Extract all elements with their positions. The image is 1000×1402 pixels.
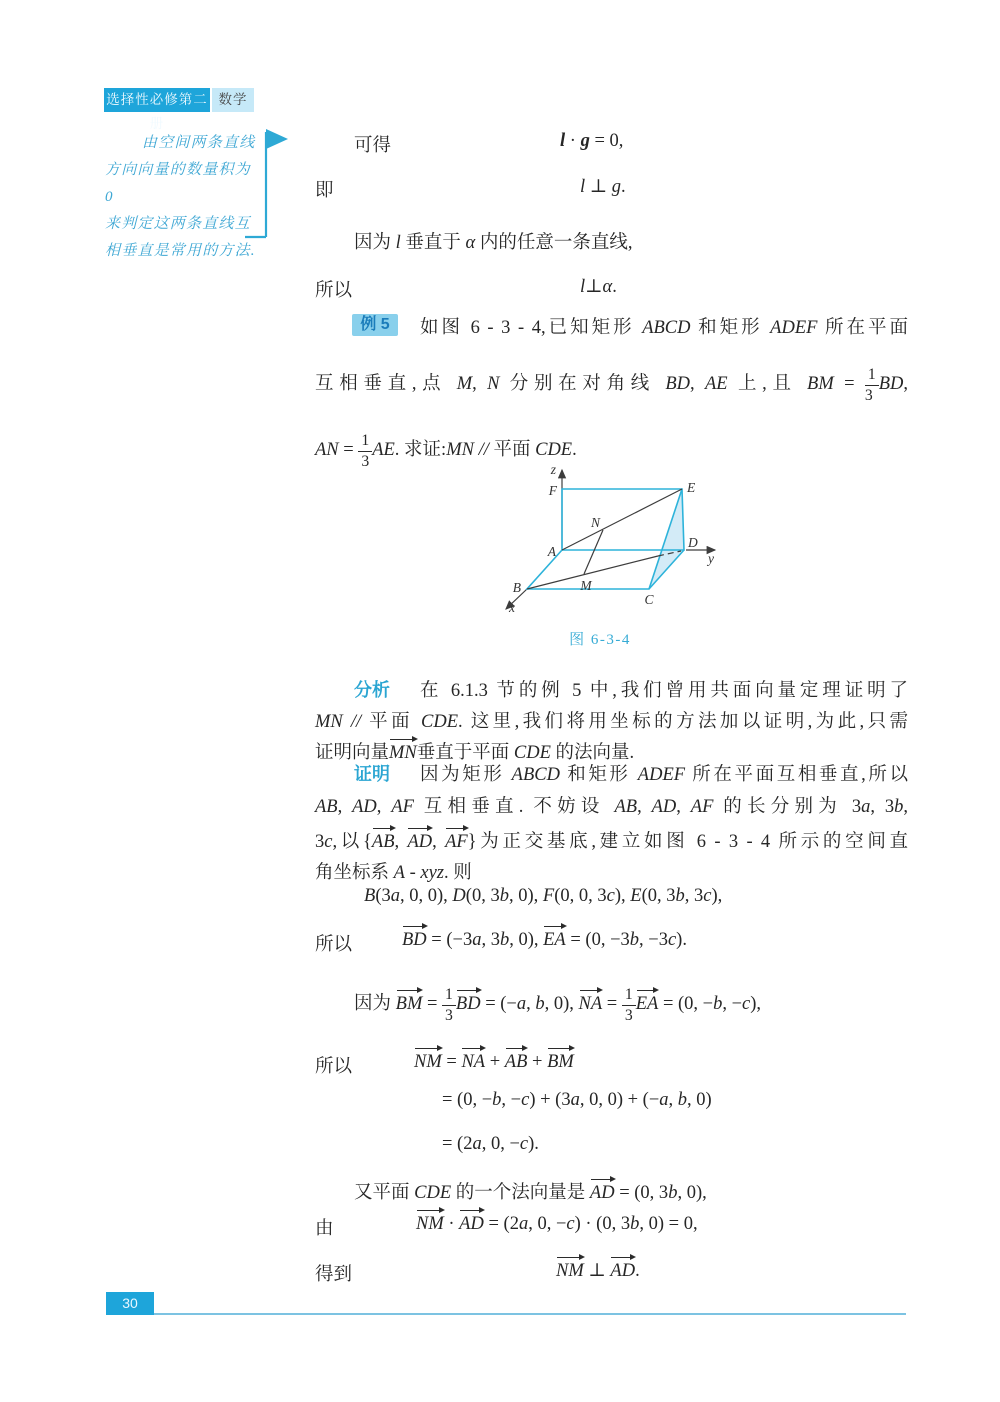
formula-l-perp-g: l ⊥ g. — [580, 177, 626, 197]
margin-note-line: 相垂直是常用的方法. — [105, 243, 256, 259]
analysis-line1: 在 6.1.3 节的例 5 中,我们曾用共面向量定理证明了 — [420, 681, 908, 701]
row-label: 所以 — [315, 281, 353, 301]
label-c: C — [644, 592, 654, 607]
formula-bd-ea: BD = (−3a, 3b, 0), EA = (0, −3b, −3c). — [402, 930, 687, 950]
normal-vector-line: 又平面 CDE 的一个法向量是 AD = (0, 3b, 0), — [354, 1183, 707, 1203]
row-label: 可得 — [354, 136, 392, 156]
label-z: z — [550, 462, 556, 477]
header-subject-badge: 数学 — [212, 88, 254, 112]
label-m: M — [580, 578, 592, 593]
label-x: x — [509, 600, 515, 615]
example5-line2: 互相垂直,点 M, N 分别在对角线 BD, AE 上,且 BM = $\frac{1}{3}$ BD, — [315, 366, 909, 405]
deduction-row-kede — [0, 131, 1000, 157]
deduction-row-suoyi — [0, 276, 1000, 302]
row-label: 所以 — [315, 935, 353, 955]
proof-row-suoyi-2 — [0, 1052, 1000, 1078]
example5-badge: 例 5 — [352, 314, 398, 336]
formula-nm-sum: NM = NA + AB + BM — [414, 1052, 574, 1072]
proof-line3: 3c,以{AB, AD, AF}为正交基底,建立如图 6 - 3 - 4 所示的空间直 — [315, 832, 909, 852]
label-f: F — [548, 483, 557, 498]
analysis-line2: MN // 平面 CDE. 这里,我们将用坐标的方法加以证明,为此,只需 — [315, 712, 908, 732]
label-a: A — [547, 544, 556, 559]
segment-mn — [584, 530, 603, 574]
label-y: y — [708, 551, 714, 566]
coords-line: B(3a, 0, 0), D(0, 3b, 0), F(0, 0, 3c), E(0, 3b, 3c), — [364, 886, 723, 906]
label-b: B — [512, 580, 521, 595]
deduction-row-ji — [0, 176, 1000, 202]
margin-note-line: 来判定这两条直线互 — [105, 216, 251, 232]
proof-line2: AB, AD, AF 互相垂直. 不妨设 AB, AD, AF 的长分别为 3a, 3b, — [315, 797, 909, 817]
row-label: 得到 — [315, 1265, 353, 1285]
formula-l-perp-alpha: l⊥α. — [580, 277, 617, 297]
formula-sum-expanded: = (0, −b, −c) + (3a, 0, 0) + (−a, b, 0) — [442, 1090, 712, 1110]
formula-l-dot-g: l · g = 0, — [560, 131, 624, 151]
proof-row-you — [0, 1214, 1000, 1240]
proof-row-dedao — [0, 1260, 1000, 1286]
analysis-label: 分析 — [354, 680, 390, 700]
formula-perpendicular: NM ⊥ AD. — [556, 1261, 640, 1281]
row-label: 即 — [315, 181, 334, 201]
row-label: 所以 — [315, 1057, 353, 1077]
analysis-line3: 证明向量MN垂直于平面 CDE 的法向量. — [315, 743, 635, 763]
figure-6-3-4 — [470, 450, 730, 625]
example5-line3: AN = $\frac{1}{3}$ AE. 求证:MN // 平面 CDE. — [315, 432, 577, 471]
diagonal-ae — [562, 489, 682, 550]
proof-label: 证明 — [354, 764, 390, 784]
footer-rule — [154, 1313, 906, 1315]
label-e: E — [687, 480, 696, 495]
label-n: N — [590, 515, 600, 530]
row-label: 由 — [315, 1219, 334, 1239]
margin-note-line: 方向向量的数量积为 0 — [105, 162, 251, 205]
example5-line1: 如图 6 - 3 - 4,已知矩形 ABCD 和矩形 ADEF 所在平面 — [420, 318, 908, 338]
proof-line1: 因为矩形 ABCD 和矩形 ADEF 所在平面互相垂直,所以 — [420, 765, 908, 785]
diagonal-bd-solid — [527, 556, 658, 589]
margin-note-line: 由空间两条直线 — [142, 135, 256, 151]
proof-line4: 角坐标系 A - xyz. 则 — [315, 863, 472, 883]
header-volume-badge: 选择性必修第二册 — [104, 88, 210, 112]
label-d: D — [688, 535, 698, 550]
page-number: 30 — [106, 1292, 154, 1315]
formula-dot-product: NM · AD = (2a, 0, −c) · (0, 3b, 0) = 0, — [416, 1214, 698, 1234]
formula-result: = (2a, 0, −c). — [442, 1134, 539, 1154]
formula-bm-na: 因为 BM = $\frac{1}{3}$ BD = (−a, b, 0), NA = $\frac{1}{3}$ EA = (0, −b, −c), — [354, 986, 762, 1025]
proof-row-suoyi-1 — [0, 930, 1000, 956]
figure-caption: 图 6-3-4 — [569, 632, 631, 648]
deduction-reason-text: 因为 l 垂直于 α 内的任意一条直线, — [354, 233, 633, 253]
